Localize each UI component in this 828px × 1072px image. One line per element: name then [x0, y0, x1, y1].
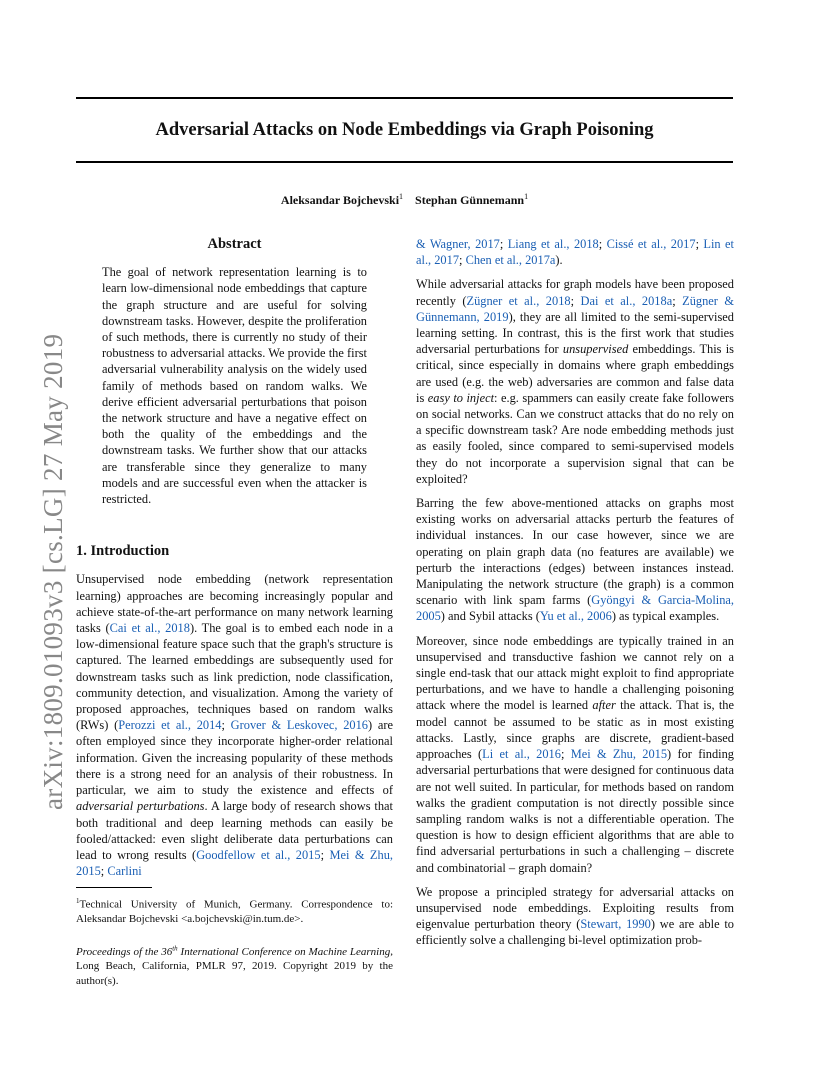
- section-heading: 1. Introduction: [76, 543, 170, 560]
- author-name: Aleksandar Bojchevski: [280, 193, 400, 207]
- citation-link[interactable]: Mei & Zhu, 2015: [570, 747, 668, 762]
- body-paragraph: Moreover, since node embeddings are typically trained in an unsupervised and transductive fashion we cannot rely on a single end-task that our attack might exploit to find appropriate perturbations, and we have to handle a challenging poisoning attack where the model is learned after the attack. That is, the model cannot be assumed to be static as in most existing attacks. Lastly, since graphs are discrete, gradient-based approaches (Li et al., 2016; Mei & Zhu, 2015) for finding adversarial perturbations that were designed for continuous data are not well suited. In particular, for methods based on random walks the gradient computation is not directly possible since sampling random walks is not a differentiable operation. The question is how to design efficient algorithms that are able to find adversarial perturbations in such a challenging – discrete and combinatorial – graph domain?: [416, 633, 734, 875]
- title-bottom-rule: [76, 161, 733, 163]
- abstract-text: The goal of network representation learning is to learn low-dimensional node embeddings that capture the graph structure and are useful for solving downstream tasks. However, despite the proliferation of such methods, there is currently no study of their robustness to adversarial attacks. We provide the first adversarial vulnerability analysis on the widely used family of methods based on random walks. We derive efficient adversarial perturbations that poison the network structure and have a negative effect on both the quality of the embeddings and the downstream tasks. We further show that our attacks are transferable since they generalize to many models and are successful even when the attacker is restricted.: [102, 265, 367, 507]
- body-paragraph: While adversarial attacks for graph models have been proposed recently (Zügner et al., 2018; Dai et al., 2018a; Zügner & Günnemann, 2019), they are all limited to the semi-supervised learning setting. In contrast, this is the first work that studies adversarial perturbations for unsupervised embeddings. This is critical, since especially in domains where graph embeddings are used (e.g. the web) adversaries are common and false data is easy to inject: e.g. spammers can easily create fake followers on social networks. Can we construct attacks that do no rely on a specific downstream task? Are node embedding methods just as easily fooled, since compared to semi-supervised models they do not incorporate a supervision signal that can be exploited?: [416, 277, 735, 486]
- paper-title: Adversarial Attacks on Node Embeddings via Graph Poisoning: [155, 120, 654, 140]
- citation-link[interactable]: Goodfellow et al., 2015: [196, 847, 321, 862]
- proceedings-note: Proceedings of the 36th International Conference on Machine Learning, Long Beach, California, PMLR 97, 2019. Copyright 2019 by the author(s).: [76, 943, 393, 987]
- arxiv-stamp: arXiv:1809.01093v3 [cs.LG] 27 May 2019: [38, 333, 68, 810]
- author-name: Stephan Günnemann: [415, 193, 525, 207]
- affiliation-mark: 1: [524, 192, 529, 201]
- citation-link[interactable]: Grover & Leskovec, 2016: [230, 718, 368, 733]
- citation-link[interactable]: Li et al., 2016: [482, 747, 561, 762]
- abstract-heading: Abstract: [207, 236, 262, 252]
- citation-link[interactable]: Zügner & Günnemann, 2019: [416, 293, 735, 324]
- citation-link[interactable]: Liang et al., 2018: [507, 237, 599, 251]
- body-paragraph: We propose a principled strategy for adversarial attacks on unsupervised node embeddings. Exploiting results from eigenvalue perturbation theory (Stewart, 1990) we are able to efficiently solve a challenging bi-level optimization prob-: [416, 884, 734, 948]
- citation-link[interactable]: Lin et al., 2017: [416, 237, 734, 268]
- body-paragraph: & Wagner, 2017; Liang et al., 2018; Cissé et al., 2017; Lin et al., 2017; Chen et al., 2017a).: [416, 237, 734, 268]
- citation-link[interactable]: & Wagner, 2017: [416, 237, 500, 251]
- citation-link[interactable]: Zügner et al., 2018: [466, 293, 571, 308]
- right-column: [416, 236, 734, 957]
- intro-paragraph: Unsupervised node embedding (network representation learning) approaches are becoming increasingly popular and achieve state-of-the-art performance on many network learning tasks (Cai et al., 2018). The goal is to embed each node in a low-dimensional feature space such that the graph's structure is captured. The learned embeddings are subsequently used for downstream tasks such as link prediction, node classification, community detection, and visualization. Among the variety of proposed approaches, techniques based on random walks (RWs) (Perozzi et al., 2014; Grover & Leskovec, 2016) are often employed since they incorporate higher-order relational information. Given the increasing popularity of these methods there is a strong need for an analysis of their robustness. In particular, we aim to study the existence and effects of adversarial perturbations. A large body of research shows that both traditional and deep learning methods can easily be fooled/attacked: even slight deliberate data perturbations can lead to wrong results (Goodfellow et al., 2015; Mei & Zhu, 2015; Carlini: [76, 572, 393, 879]
- citation-link[interactable]: Stewart, 1990: [580, 917, 651, 932]
- body-paragraph: Barring the few above-mentioned attacks on graphs most existing works on adversarial attacks perturb the features of individual instances. In our case however, since we are operating on plain graph data (no features are available) we perturb the interactions (edges) between instances instead. Manipulating the network structure (the graph) is a common scenario with link spam farms (Gyöngyi & Garcia-Molina, 2005) and Sybil attacks (Yu et al., 2006) as typical examples.: [416, 496, 734, 624]
- citation-link[interactable]: Cai et al., 2018: [109, 621, 190, 636]
- left-column: [76, 236, 393, 988]
- citation-link[interactable]: Gyöngyi & Garcia-Molina, 2005: [416, 593, 734, 624]
- citation-link[interactable]: Yu et al., 2006: [539, 609, 612, 624]
- author-list: [76, 192, 733, 208]
- affiliation-mark: 1: [399, 192, 404, 201]
- citation-link[interactable]: Perozzi et al., 2014: [118, 718, 222, 733]
- citation-link[interactable]: Mei & Zhu, 2015: [76, 847, 393, 879]
- footnote: $^1$Technical University of Munich, Germany. Correspondence to: Aleksandar Bojchevski <a.bojchevski@in.tum.de>.: [76, 897, 393, 926]
- citation-link[interactable]: Cissé et al., 2017: [606, 237, 696, 251]
- footnote-rule: [76, 887, 152, 888]
- citation-link[interactable]: Dai et al., 2018a: [580, 293, 673, 308]
- citation-link[interactable]: Chen et al., 2017a: [465, 253, 556, 268]
- top-rule: [76, 97, 733, 99]
- citation-link[interactable]: Carlini: [107, 864, 142, 879]
